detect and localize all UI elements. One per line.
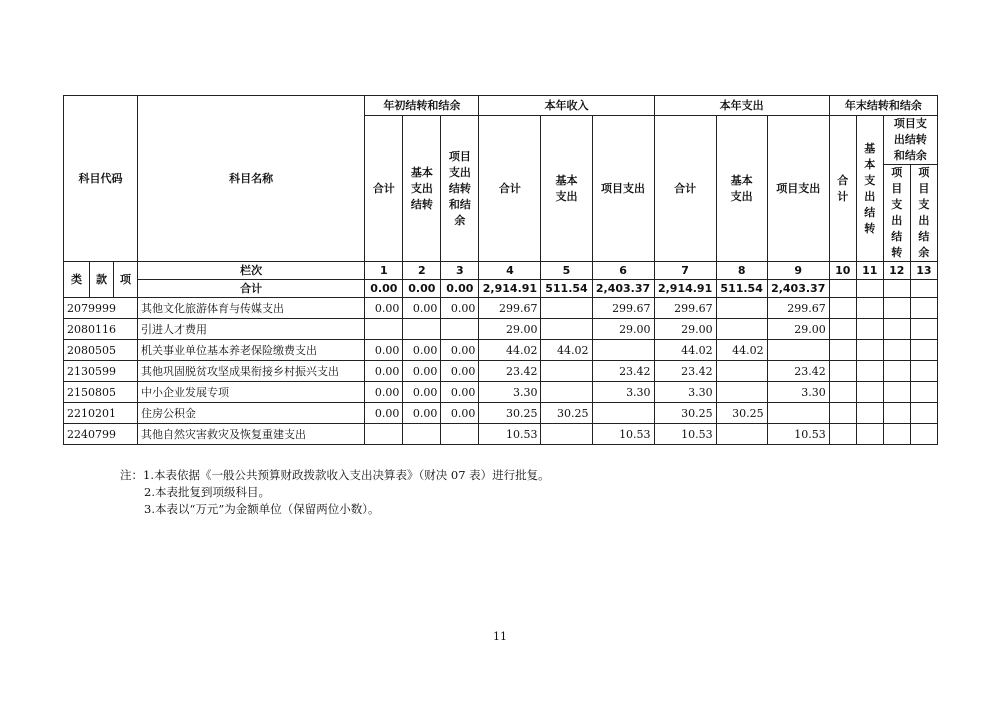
- row-cell: 0.00: [441, 403, 479, 424]
- row-cell: [767, 403, 829, 424]
- header-expense-basic: 基本支出: [716, 116, 767, 262]
- row-name: 中小企业发展专项: [138, 382, 365, 403]
- column-number: 9: [767, 262, 829, 280]
- row-name: 其他文化旅游体育与传媒支出: [138, 298, 365, 319]
- row-cell: [541, 424, 592, 445]
- row-name: 住房公积金: [138, 403, 365, 424]
- row-name: 其他巩固脱贫攻坚成果衔接乡村振兴支出: [138, 361, 365, 382]
- total-cell: 2,914.91: [479, 280, 541, 298]
- row-cell: 0.00: [441, 382, 479, 403]
- row-cell: [910, 298, 937, 319]
- header-xiang: 项: [114, 262, 138, 298]
- row-cell: [541, 361, 592, 382]
- column-number: 12: [883, 262, 910, 280]
- row-cell: [365, 424, 403, 445]
- total-cell: [883, 280, 910, 298]
- row-cell: [829, 361, 856, 382]
- row-cell: 10.53: [767, 424, 829, 445]
- row-cell: 23.42: [592, 361, 654, 382]
- header-expense-total: 合计: [654, 116, 716, 262]
- row-cell: [716, 361, 767, 382]
- row-name: 机关事业单位基本养老保险缴费支出: [138, 340, 365, 361]
- row-cell: [592, 403, 654, 424]
- row-cell: [910, 382, 937, 403]
- row-code: 2080505: [64, 340, 138, 361]
- row-cell: 0.00: [441, 361, 479, 382]
- note-line: 2.本表批复到项级科目。: [144, 485, 270, 499]
- table-row: [64, 298, 938, 319]
- row-cell: 10.53: [592, 424, 654, 445]
- header-income-total: 合计: [479, 116, 541, 262]
- row-cell: [716, 319, 767, 340]
- row-cell: [883, 424, 910, 445]
- column-number: 1: [365, 262, 403, 280]
- row-cell: [910, 340, 937, 361]
- row-cell: 10.53: [479, 424, 541, 445]
- row-cell: 299.67: [654, 298, 716, 319]
- column-number: 3: [441, 262, 479, 280]
- row-cell: [883, 340, 910, 361]
- note-line: 注：1.本表依据《一般公共预算财政拨款收入支出决算表》（财决 07 表）进行批复。: [120, 468, 550, 482]
- row-cell: [716, 382, 767, 403]
- header-begin-total: 合计: [365, 116, 403, 262]
- row-cell: 30.25: [654, 403, 716, 424]
- total-cell: 0.00: [365, 280, 403, 298]
- row-cell: [441, 424, 479, 445]
- table-row: [64, 403, 938, 424]
- notes: [120, 467, 550, 518]
- column-number: 13: [910, 262, 937, 280]
- total-cell: 2,403.37: [592, 280, 654, 298]
- row-cell: 299.67: [479, 298, 541, 319]
- row-code: 2240799: [64, 424, 138, 445]
- row-cell: 0.00: [403, 361, 441, 382]
- row-cell: 0.00: [365, 403, 403, 424]
- row-cell: 0.00: [365, 382, 403, 403]
- row-cell: 10.53: [654, 424, 716, 445]
- column-number: 4: [479, 262, 541, 280]
- column-number: 7: [654, 262, 716, 280]
- header-group-begin: 年初结转和结余: [365, 96, 479, 116]
- total-cell: 511.54: [541, 280, 592, 298]
- row-name: 其他自然灾害救灾及恢复重建支出: [138, 424, 365, 445]
- row-cell: [910, 424, 937, 445]
- header-end-project-surplus: 项目支出结余: [910, 165, 937, 262]
- row-cell: [541, 298, 592, 319]
- row-cell: [883, 403, 910, 424]
- row-cell: 29.00: [592, 319, 654, 340]
- row-cell: 0.00: [441, 340, 479, 361]
- header-begin-project-carry: 项目支出结转和结余: [441, 116, 479, 262]
- header-subject-name: 科目名称: [138, 96, 365, 262]
- row-cell: [883, 382, 910, 403]
- column-index-label: 栏次: [138, 262, 365, 280]
- row-cell: 29.00: [767, 319, 829, 340]
- total-cell: [829, 280, 856, 298]
- row-cell: 0.00: [365, 298, 403, 319]
- total-cell: [910, 280, 937, 298]
- total-cell: 2,403.37: [767, 280, 829, 298]
- total-row: [64, 280, 938, 298]
- column-number: 8: [716, 262, 767, 280]
- header-end-project-carry: 项目支出结转: [883, 165, 910, 262]
- row-cell: [541, 319, 592, 340]
- row-cell: 3.30: [479, 382, 541, 403]
- total-cell: 0.00: [441, 280, 479, 298]
- row-code: 2079999: [64, 298, 138, 319]
- row-cell: 44.02: [479, 340, 541, 361]
- table-row: [64, 424, 938, 445]
- row-cell: 0.00: [365, 340, 403, 361]
- row-cell: [856, 424, 883, 445]
- total-cell: 0.00: [403, 280, 441, 298]
- row-cell: [856, 382, 883, 403]
- column-number: 11: [856, 262, 883, 280]
- row-cell: 3.30: [592, 382, 654, 403]
- header-end-basic-carry: 基本支出结转: [856, 116, 883, 262]
- row-cell: [716, 424, 767, 445]
- row-cell: 23.42: [479, 361, 541, 382]
- row-cell: [856, 319, 883, 340]
- row-cell: 299.67: [592, 298, 654, 319]
- header-income-basic: 基本支出: [541, 116, 592, 262]
- row-cell: 30.25: [541, 403, 592, 424]
- column-number: 6: [592, 262, 654, 280]
- row-cell: [856, 340, 883, 361]
- row-cell: 23.42: [767, 361, 829, 382]
- row-cell: [365, 319, 403, 340]
- row-cell: [716, 298, 767, 319]
- row-cell: [910, 403, 937, 424]
- row-cell: [856, 361, 883, 382]
- row-code: 2080116: [64, 319, 138, 340]
- row-cell: [883, 319, 910, 340]
- row-cell: 23.42: [654, 361, 716, 382]
- row-cell: [856, 403, 883, 424]
- row-cell: [829, 319, 856, 340]
- total-cell: 2,914.91: [654, 280, 716, 298]
- row-cell: 29.00: [654, 319, 716, 340]
- header-end-project-group: 项目支出结转和结余: [883, 116, 937, 165]
- column-number: 2: [403, 262, 441, 280]
- row-cell: 29.00: [479, 319, 541, 340]
- row-cell: [829, 403, 856, 424]
- row-cell: 3.30: [767, 382, 829, 403]
- row-cell: 30.25: [479, 403, 541, 424]
- table-row: [64, 361, 938, 382]
- row-cell: [541, 382, 592, 403]
- row-cell: 0.00: [403, 340, 441, 361]
- header-lei: 类: [64, 262, 90, 298]
- row-cell: 0.00: [365, 361, 403, 382]
- row-cell: 0.00: [403, 298, 441, 319]
- row-cell: 0.00: [403, 403, 441, 424]
- row-cell: 299.67: [767, 298, 829, 319]
- row-cell: [403, 319, 441, 340]
- column-number: 5: [541, 262, 592, 280]
- table-row: [64, 340, 938, 361]
- header-expense-project: 项目支出: [767, 116, 829, 262]
- row-cell: [883, 298, 910, 319]
- total-cell: [856, 280, 883, 298]
- note-line: 3.本表以“万元”为金额单位（保留两位小数）。: [144, 502, 380, 516]
- row-cell: [910, 361, 937, 382]
- row-cell: [856, 298, 883, 319]
- row-cell: 0.00: [441, 298, 479, 319]
- table-row: [64, 319, 938, 340]
- row-cell: [829, 382, 856, 403]
- row-cell: [910, 319, 937, 340]
- column-number: 10: [829, 262, 856, 280]
- header-group-expense: 本年支出: [654, 96, 829, 116]
- table-row: [64, 382, 938, 403]
- row-cell: [829, 298, 856, 319]
- budget-table: [63, 95, 938, 445]
- header-group-end: 年末结转和结余: [829, 96, 937, 116]
- total-cell: 511.54: [716, 280, 767, 298]
- row-cell: 44.02: [654, 340, 716, 361]
- row-name: 引进人才费用: [138, 319, 365, 340]
- row-cell: [403, 424, 441, 445]
- header-end-total: 合计: [829, 116, 856, 262]
- header-begin-basic-carry: 基本支出结转: [403, 116, 441, 262]
- header-subject-code: 科目代码: [64, 96, 138, 262]
- row-cell: 0.00: [403, 382, 441, 403]
- row-cell: 44.02: [541, 340, 592, 361]
- row-cell: [592, 340, 654, 361]
- row-code: 2150805: [64, 382, 138, 403]
- row-cell: [883, 361, 910, 382]
- header-income-project: 项目支出: [592, 116, 654, 262]
- total-label: 合计: [138, 280, 365, 298]
- row-cell: [441, 319, 479, 340]
- row-code: 2130599: [64, 361, 138, 382]
- header-kuan: 款: [90, 262, 114, 298]
- row-cell: 30.25: [716, 403, 767, 424]
- row-cell: 44.02: [716, 340, 767, 361]
- header-group-income: 本年收入: [479, 96, 654, 116]
- row-cell: [767, 340, 829, 361]
- page-number: 11: [493, 630, 507, 643]
- row-code: 2210201: [64, 403, 138, 424]
- row-cell: 3.30: [654, 382, 716, 403]
- row-cell: [829, 424, 856, 445]
- row-cell: [829, 340, 856, 361]
